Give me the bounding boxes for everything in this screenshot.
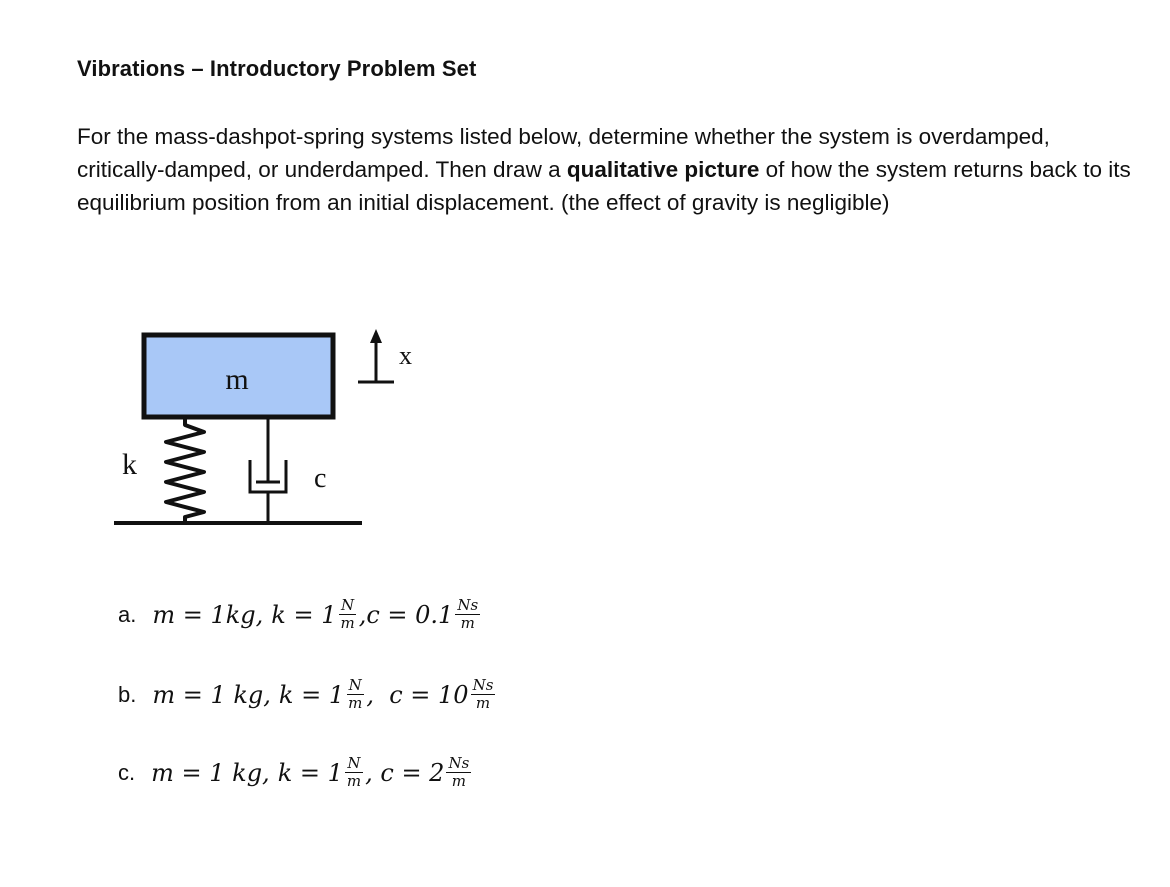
- stiffness-unit-fraction: [338, 597, 356, 632]
- stiffness-expression: k = 1: [278, 680, 345, 709]
- damping-expression: ,c = 0.1: [358, 600, 454, 629]
- problem-a: [118, 597, 482, 632]
- problem-letter: b.: [118, 681, 137, 707]
- damping-unit-fraction: [455, 597, 480, 632]
- problem-c: [118, 755, 473, 790]
- mass-label: m: [225, 363, 249, 396]
- spring-label: k: [122, 448, 137, 481]
- damping-unit-numerator: Ns: [472, 676, 494, 694]
- damping-unit-denominator: m: [451, 772, 466, 790]
- problem-b: [118, 677, 497, 712]
- problem-letter: a.: [118, 601, 137, 627]
- damping-expression: , c = 10: [366, 680, 469, 709]
- intro-bold-text: qualitative picture: [566, 157, 760, 182]
- damping-expression: , c = 2: [365, 758, 445, 787]
- intro-text-2: of how the system returns back to its equilibrium position from an initial displacement. (the effect of gravity is negligible): [77, 157, 1131, 215]
- problem-letter: c.: [118, 759, 136, 785]
- spring: [166, 417, 204, 523]
- displacement-arrowhead: [370, 329, 382, 343]
- stiffness-unit-numerator: N: [347, 754, 361, 772]
- stiffness-unit-fraction: [346, 677, 364, 712]
- stiffness-unit-denominator: m: [348, 694, 363, 712]
- damping-unit-denominator: m: [460, 614, 475, 632]
- stiffness-unit-denominator: m: [340, 614, 355, 632]
- stiffness-expression: k = 1: [277, 758, 343, 787]
- intro-paragraph: [77, 120, 1137, 219]
- stiffness-unit-fraction: [345, 755, 363, 790]
- damping-unit-denominator: m: [475, 694, 491, 712]
- mass-expression: m = 1kg,: [152, 600, 264, 629]
- damping-unit-fraction: [446, 755, 471, 790]
- stiffness-unit-denominator: m: [346, 772, 362, 790]
- damping-unit-numerator: Ns: [448, 754, 470, 772]
- intro-text-1: For the mass-dashpot-spring systems listed below, determine whether the system is overdamped, critically-damped, or underdamped. Then draw a: [77, 124, 1050, 182]
- mass-expression: m = 1 kg,: [152, 680, 271, 709]
- displacement-label: x: [399, 341, 412, 370]
- stiffness-unit-numerator: N: [341, 596, 355, 614]
- damping-unit-fraction: [471, 677, 496, 712]
- mass-spring-damper-diagram: [100, 320, 430, 535]
- page-title: Vibrations – Introductory Problem Set: [77, 56, 477, 81]
- stiffness-unit-numerator: N: [348, 676, 362, 694]
- damping-unit-numerator: Ns: [457, 596, 479, 614]
- mass-expression: m = 1 kg,: [151, 758, 270, 787]
- damper-label: c: [314, 463, 327, 494]
- stiffness-expression: k = 1: [271, 600, 337, 629]
